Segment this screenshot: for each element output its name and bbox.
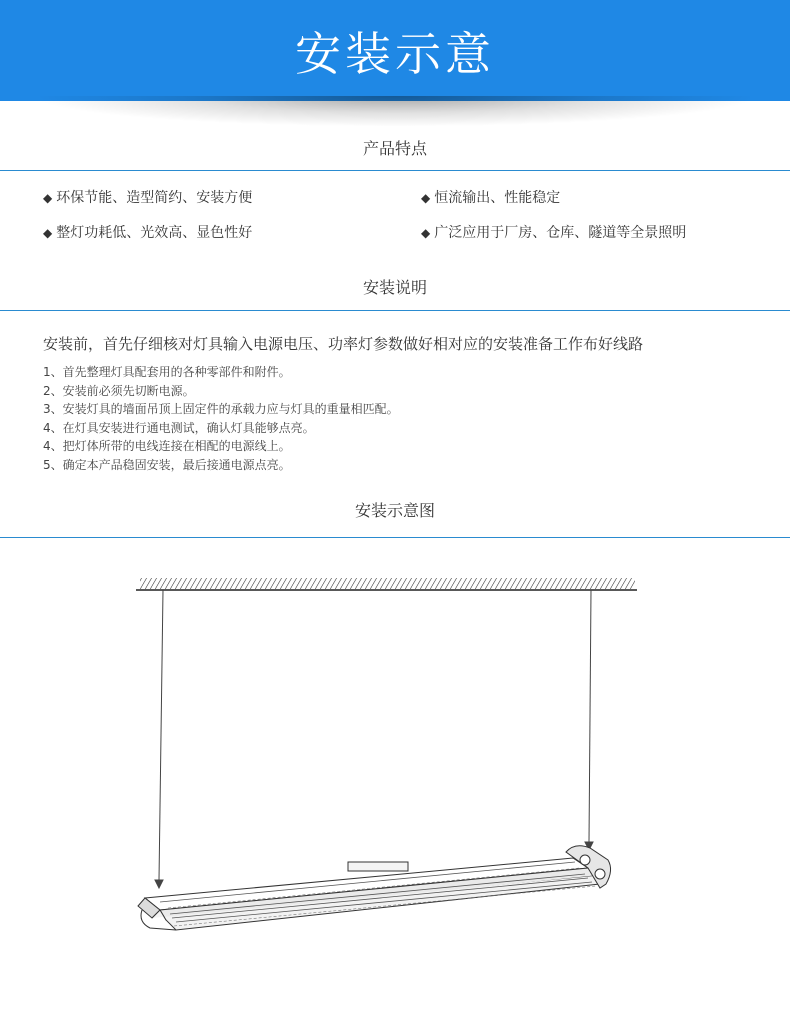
page-title: 安装示意 (295, 26, 495, 81)
install-step: 1、首先整理灯具配套用的各种零部件和附件。 (43, 365, 291, 379)
ceiling-icon (136, 578, 637, 590)
header-banner (0, 0, 790, 101)
diamond-bullet-icon: ◆ (43, 226, 53, 240)
instructions-divider (0, 310, 790, 311)
linear-high-bay-light-icon (138, 846, 611, 930)
instructions-title: 安装说明 (362, 278, 427, 297)
diagram-divider (0, 537, 790, 538)
install-step: 4、在灯具安装进行通电测试，确认灯具能够点亮。 (43, 420, 315, 435)
feature-text: 环保节能、造型简约、安装方便 (56, 190, 253, 206)
suspension-wire-icon (155, 590, 593, 888)
feature-item (43, 222, 252, 242)
install-step: 4、把灯体所带的电线连接在相配的电源线上。 (43, 439, 291, 453)
install-step: 3、安装灯具的墙面吊顶上固定件的承载力应与灯具的重量相匹配。 (43, 402, 399, 416)
features-divider (0, 170, 790, 171)
diamond-bullet-icon: ◆ (43, 191, 53, 205)
instructions-intro: 安装前，首先仔细核对灯具输入电源电压、功率灯参数做好相对应的安装准备工作布好线路 (43, 335, 644, 353)
diamond-bullet-icon: ◆ (421, 226, 431, 240)
feature-text: 广泛应用于厂房、仓库、隧道等全景照明 (434, 225, 687, 241)
installation-diagram (0, 560, 790, 980)
feature-item (43, 187, 252, 207)
feature-item (421, 187, 560, 207)
feature-text: 整灯功耗低、光效高、显色性好 (56, 225, 253, 241)
install-step: 2、安装前必须先切断电源。 (43, 383, 195, 398)
diagram-title: 安装示意图 (354, 501, 435, 520)
install-step: 5、确定本产品稳固安装，最后接通电源点亮。 (43, 457, 291, 472)
features-title: 产品特点 (362, 139, 427, 158)
install-steps-list (43, 363, 399, 474)
diamond-bullet-icon: ◆ (421, 191, 431, 205)
banner-shadow (40, 96, 750, 126)
feature-text: 恒流输出、性能稳定 (434, 190, 561, 206)
feature-item (421, 222, 686, 242)
